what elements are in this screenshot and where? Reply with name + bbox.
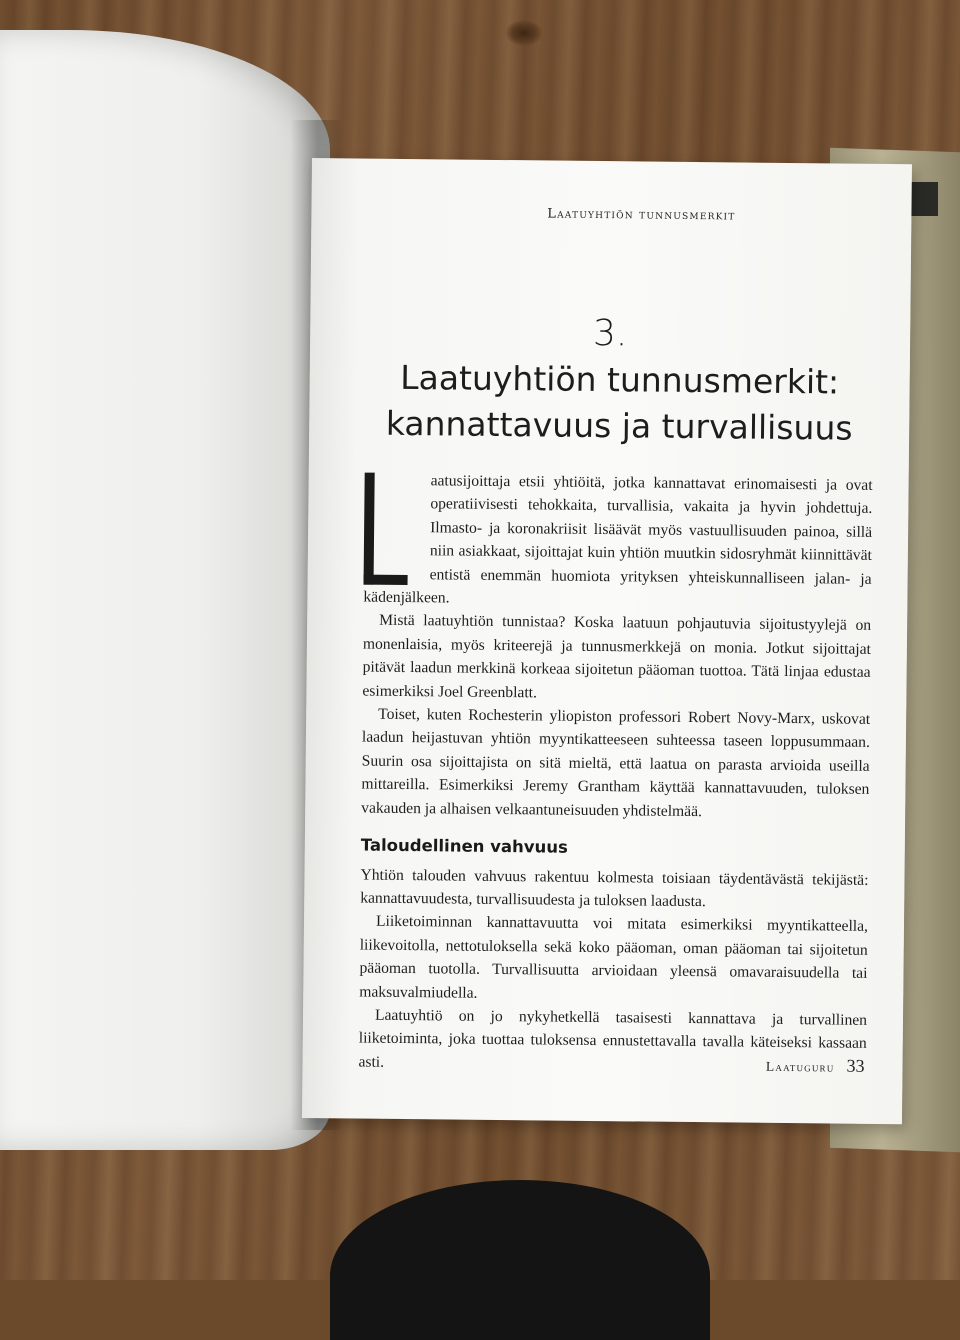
chapter-number: 3.: [592, 312, 628, 355]
body-paragraph: Toiset, kuten Rochesterin yliopiston professori Robert Novy-Marx, uskovat laadun heijastuvan yhtiön myyntikatteeseen suhteessa taseen loppusummaan. Suurin osa sijoittajista on sitä mieltä, että laatua on parasta arvioida useilla mittareilla. Esimerkiksi Jeremy Grantham käyttää kannattavuuden, tuloksen vakauden ja alhaisen velkaantuneisuuden yhdistelmää.: [361, 705, 871, 820]
section-paragraph: Yhtiön talouden vahvuus rakentuu kolmesta toisiaan täydentävästä tekijästä: kannattavuudesta, turvallisuudesta ja tuloksen laadusta.: [360, 866, 869, 911]
drop-cap: [364, 473, 419, 586]
book-cover-band: [908, 182, 938, 216]
page-footer: [766, 1055, 865, 1077]
body-paragraph: Mistä laatuyhtiön tunnistaa? Koska laatuun pohjautuvia sijoitustyylejä on monenlaisia, myös kriteerejä ja tunnusmerkkejä on monia. Jotkut sijoittajat pitävät laadun merkkinä korkeaa sijoitetun pääoman tuottoa. Tätä linjaa edustaa esimerkiksi Joel Greenblatt.: [362, 612, 872, 702]
section-heading: Taloudellinen vahvuus: [360, 835, 569, 857]
chapter-title-line-2: kannattavuus ja turvallisuus: [385, 403, 853, 448]
right-page: [302, 158, 912, 1124]
page-number: 33: [846, 1055, 865, 1076]
footer-book-title: Laatuguru: [765, 1058, 835, 1075]
section-paragraph: Liiketoiminnan kannattavuutta voi mitata esimerkiksi myyntikatteella, liikevoitolla, nettotuloksella sekä koko pääoman, oman pääoman tai sijoitetun pääoman tuotolla. Turvallisuutta arvioidaan yleensä omavaraisuudella tai maksuvalmiudella.: [359, 913, 869, 1002]
left-page: [0, 30, 330, 1150]
chapter-title-line-1: Laatuyhtiön tunnusmerkit:: [400, 357, 840, 402]
chapter-title: [349, 354, 890, 452]
intro-paragraph: aatusijoittaja etsii yhtiöitä, jotka kannattavat erinomaisesti ja ovat operatiivisesti tehokkaita, turvallisia, vakaita ja hyvin johdettuja. Ilmasto- ja koronakriisit lisäävät myös vastuullisuuden painoa, sillä niin asiakkaat, sijoittajat kuin yhtiön muutkin sidosryhmät kiinnittävät entistä enemmän huomiota yrityksen yhteiskunnalliseen jalan- ja kädenjälkeen.: [363, 472, 873, 607]
section-paragraph: Laatuyhtiö on jo nykyhetkellä tasaisesti kannattava ja turvallinen liiketoiminta, joka tuottaa tuloksensa ennustettavalla tavalla käteiseksi kassaan asti.: [358, 1006, 868, 1071]
intro-paragraph-block: [363, 469, 872, 615]
body-text: [358, 469, 872, 1079]
running-head: Laatuyhtiön tunnusmerkit: [547, 206, 736, 224]
wood-knot: [506, 20, 542, 46]
